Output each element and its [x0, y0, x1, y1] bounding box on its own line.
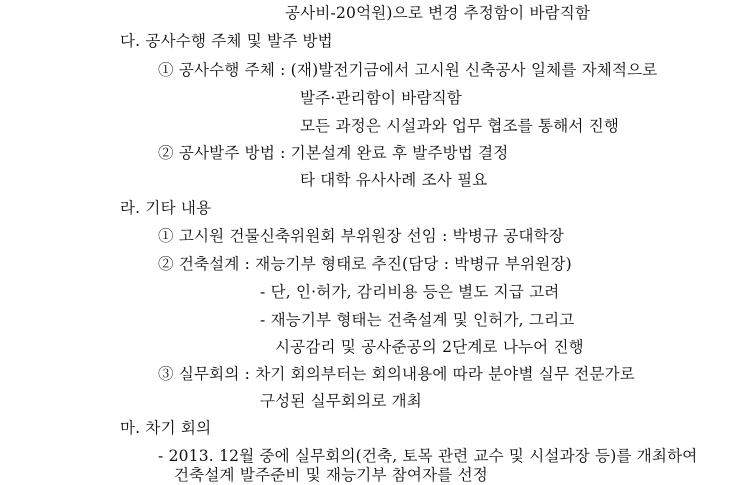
- item-1-continuation-b: 모든 과정은 시설과와 업무 협조를 통해서 진행: [300, 117, 620, 135]
- item-1-vice-chair: ① 고시원 건물신축위원회 부위원장 선임 : 박병규 공대학장: [158, 227, 564, 245]
- dash-item-continuation: 시공감리 및 공사준공의 2단계로 나누어 진행: [275, 338, 584, 356]
- dash-item-next-meeting-cont: 건축설계 발주준비 및 재능기부 참여자를 선정: [174, 466, 488, 484]
- item-1-continuation-a: 발주·관리함이 바람직함: [300, 89, 462, 107]
- item-2-continuation: 타 대학 유사사례 조사 필요: [300, 171, 488, 189]
- item-1-execution-subject: ① 공사수행 주체 : (재)발전기금에서 고시원 신축공사 일체를 자체적으로: [158, 61, 658, 79]
- item-2-architectural-design: ② 건축설계 : 재능기부 형태로 추진(담당 : 박병규 부위원장): [158, 255, 572, 273]
- dash-item-next-meeting: - 2013. 12월 중에 실무회의(건축, 토목 관련 교수 및 시설과장 등)를 개최하여: [158, 447, 698, 465]
- dash-item-permits: - 단, 인·허가, 감리비용 등은 별도 지급 고려: [260, 283, 560, 301]
- item-2-ordering-method: ② 공사발주 방법 : 기본설계 완료 후 발주방법 결정: [158, 144, 509, 162]
- dash-item-donation-form: - 재능기부 형태는 건축설계 및 인허가, 그리고: [260, 311, 575, 329]
- item-3-continuation: 구성된 실무회의로 개최: [260, 392, 422, 410]
- text-line-cost-note: 공사비-20억원)으로 변경 추정함이 바람직함: [285, 4, 591, 22]
- section-heading-ra: 라. 기타 내용: [120, 199, 212, 217]
- section-heading-da: 다. 공사수행 주체 및 발주 방법: [120, 32, 333, 50]
- section-heading-ma: 마. 차기 회의: [120, 419, 212, 437]
- item-3-working-meeting: ③ 실무회의 : 차기 회의부터는 회의내용에 따라 분야별 실무 전문가로: [158, 365, 635, 383]
